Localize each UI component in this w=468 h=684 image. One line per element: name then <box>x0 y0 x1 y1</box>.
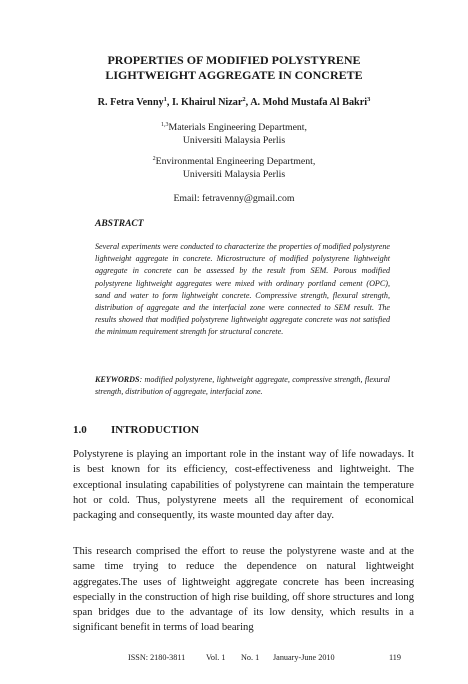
affiliation-department: Environmental Engineering Department, <box>155 156 316 167</box>
affiliation-marker: 1,3 <box>161 122 169 128</box>
author-name: I. Khairul Nizar <box>171 97 243 108</box>
affiliation-1 <box>60 122 408 147</box>
abstract-heading: ABSTRACT <box>95 219 144 229</box>
abstract-body: Several experiments were conducted to characterize the properties of modified polystyrene lightweight aggregate in concrete. Microstructure of modified polystyrene lightweight aggregate in concrete can be assessed by the result from SEM. Porous modified polystyrene lightweight aggregates were mixed with ordinary portland cement (OPC), sand and water to form lightweight concrete. Compressive strength, flexural strength, distribution of aggregate and the interfacial zone were connected to SEM result. The results showed that modified polystyrene lightweight aggregate concrete was not satisfied the minimum requirement strength for structural concrete. <box>95 242 390 337</box>
author-affiliation-marker: 3 <box>367 96 371 103</box>
footer-number: No. 1 <box>241 653 260 662</box>
section-title: INTRODUCTION <box>111 424 200 436</box>
page-footer <box>128 653 418 662</box>
affiliation-marker: 2 <box>152 156 156 162</box>
affiliation-department: Materials Engineering Department, <box>168 122 307 133</box>
contact-email: Email: fetravenny@gmail.com <box>173 193 295 204</box>
body-paragraph-2: This research comprised the effort to reuse the polystyrene waste and at the same time trying to reduce the dependence on natural lightweight aggregates.The uses of lightweight aggregate concrete has been increasing especially in the construction of high rise building, off shore structures and long span bridges due to the advantage of its low density, which results in a significant benefit in terms of load bearing <box>73 546 414 634</box>
page-number: 119 <box>389 653 401 662</box>
keywords-text: : modified polystyrene, lightweight aggregate, compressive strength, flexural strength, distribution of aggregate, interfacial zone. <box>95 375 390 397</box>
footer-issn: ISSN: 2180-3811 <box>128 653 186 662</box>
footer-volume: Vol. 1 <box>206 653 226 662</box>
affiliation-university: Universiti Malaysia Perlis <box>182 134 286 146</box>
body-paragraph-1: Polystyrene is playing an important role in the instant way of life nowadays. It is best known for its efficiency, cost-effectiveness and lightweight. The exceptional insulating capabilities of polystyrene can maintain the temperature hot or cold. Thus, polystyrene meets all the requirement of economical packaging and consequently, its waste mounted day after day. <box>73 449 414 522</box>
section-heading <box>73 424 199 436</box>
affiliation-2 <box>60 156 408 181</box>
keywords-label: KEYWORDS <box>95 375 140 384</box>
keywords <box>95 374 390 398</box>
author-affiliation-marker: 1 <box>163 96 167 103</box>
author-list <box>60 96 408 109</box>
section-number: 1.0 <box>73 424 87 436</box>
author-separator: , <box>245 97 251 108</box>
title-line-1: PROPERTIES OF MODIFIED POLYSTYRENE <box>107 53 361 67</box>
author-separator: , <box>166 97 172 108</box>
author-affiliation-marker: 2 <box>242 96 246 103</box>
footer-date: January-June 2010 <box>273 653 335 662</box>
title-line-2: LIGHTWEIGHT AGGREGATE IN CONCRETE <box>105 68 363 82</box>
author-name: R. Fetra Venny <box>97 97 164 108</box>
author-name: A. Mohd Mustafa Al Bakri <box>250 97 368 108</box>
affiliation-university: Universiti Malaysia Perlis <box>182 168 286 180</box>
paper-title <box>60 53 408 83</box>
